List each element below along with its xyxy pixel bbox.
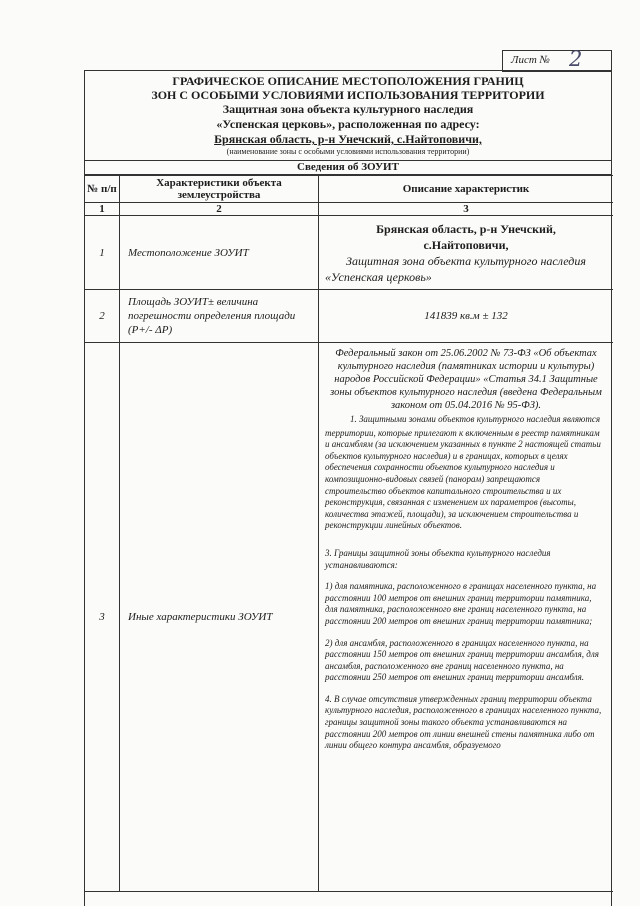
header-characteristic: Характеристики объекта землеустройства [120, 176, 319, 203]
row-description: 141839 кв.м ± 132 [319, 290, 614, 343]
location-line-2: с.Найтоповичи, [423, 237, 509, 252]
zone-address: Брянская область, р-н Унечский, с.Найтоповичи, [214, 132, 482, 146]
zone-line-1: Защитная зона объекта культурного наследия [222, 102, 474, 116]
paragraph-3: 3. Границы защитной зоны объекта культурного наследия устанавливаются: [325, 547, 551, 570]
table-index-row [85, 203, 613, 216]
header-num: № п/п [85, 176, 120, 203]
document-frame [84, 70, 612, 906]
index-2: 2 [120, 203, 319, 216]
location-line-1: Брянская область, р-н Унечский, [376, 221, 556, 236]
row-num: 3 [85, 343, 120, 892]
paragraph-4: 4. В случае отсутствия утвержденных границ территории объекта культурного наследия, расположенного в границах населенного пункта, границы защитной зоны такого объекта устанавливаются на расстоянии 200 метров от линии внешней стены памятника либо от линии общего контура ансамбля, образуемого [325, 693, 602, 751]
zone-caption: (наименование зоны с особыми условиями использования территории) [226, 147, 470, 156]
sheet-number-box [502, 47, 612, 72]
zone-line-2: «Успенская церковь», расположенная по адресу: [216, 117, 480, 131]
row-characteristic: Местоположение ЗОУИТ [120, 216, 319, 290]
paragraph-1-head: 1. Защитными зонами объектов культурного наследия являются [349, 414, 601, 424]
paragraph-3-2: 2) для ансамбля, расположенного в границах населенного пункта, на расстоянии 150 метров от внешних границ территории ансамбля, для ансамбля, расположенного вне границ населенного пункта, на расстоянии 250 метров от внешних границ территории ансамбля. [325, 637, 599, 683]
title-line-1: ГРАФИЧЕСКОЕ ОПИСАНИЕ МЕСТОПОЛОЖЕНИЯ ГРАНИЦ [172, 74, 524, 88]
section-title: Сведения об ЗОУИТ [85, 161, 611, 175]
header-description: Описание характеристик [319, 176, 614, 203]
characteristics-table [85, 175, 613, 892]
sheet-label: Лист № [511, 54, 550, 66]
index-1: 1 [85, 203, 120, 216]
row-characteristic: Площадь ЗОУИТ± величина погрешности определения площади (P+/- ΔP) [120, 290, 319, 343]
paragraph-1-body: территории, которые прилегают к включенным в реестр памятникам и ансамблям (за исключением указанных в пункте 2 настоящей статьи объектов культурного наследия) и в границах, которых в целях обеспечения сохранности объектов культурного наследия и композиционно-видовых связей (панорам) запрещаются строительство объектов капитального строительства и их реконструкция, связанная с изменением их параметров (высоты, количества этажей, площади), за исключением строительства и реконструкции линейных объектов. [325, 427, 601, 531]
table-row [85, 216, 613, 290]
row-num: 1 [85, 216, 120, 290]
index-3: 3 [319, 203, 614, 216]
title-line-2: ЗОН С ОСОБЫМИ УСЛОВИЯМИ ИСПОЛЬЗОВАНИЯ ТЕРРИТОРИИ [151, 88, 545, 102]
paragraph-3-1: 1) для памятника, расположенного в границах населенного пункта, на расстоянии 100 метров от внешних границ территории памятника, для памятника, расположенного вне границ населенного пункта, на расстоянии 200 метров от внешних границ территории памятника; [325, 581, 597, 626]
sheet-number: 2 [569, 47, 583, 71]
row-characteristic: Иные характеристики ЗОУИТ [120, 343, 319, 892]
location-line-3: Защитная зона объекта культурного наследия [346, 253, 586, 268]
location-line-4: «Успенская церковь» [325, 269, 432, 284]
table-row [85, 343, 613, 892]
table-header-row [85, 176, 613, 203]
document-header [85, 71, 611, 161]
row-num: 2 [85, 290, 120, 343]
law-reference: Федеральный закон от 25.06.2002 № 73-ФЗ «Об объектах культурного наследия (памятниках истории и культуры) народов Российской Федерации» «Статья 34.1 Защитные зоны объектов культурного наследия (введена Федеральным законом от 05.04.2016 № 95-ФЗ). [330, 348, 602, 411]
row-description [319, 343, 614, 892]
table-row [85, 290, 613, 343]
row-description [319, 216, 614, 290]
